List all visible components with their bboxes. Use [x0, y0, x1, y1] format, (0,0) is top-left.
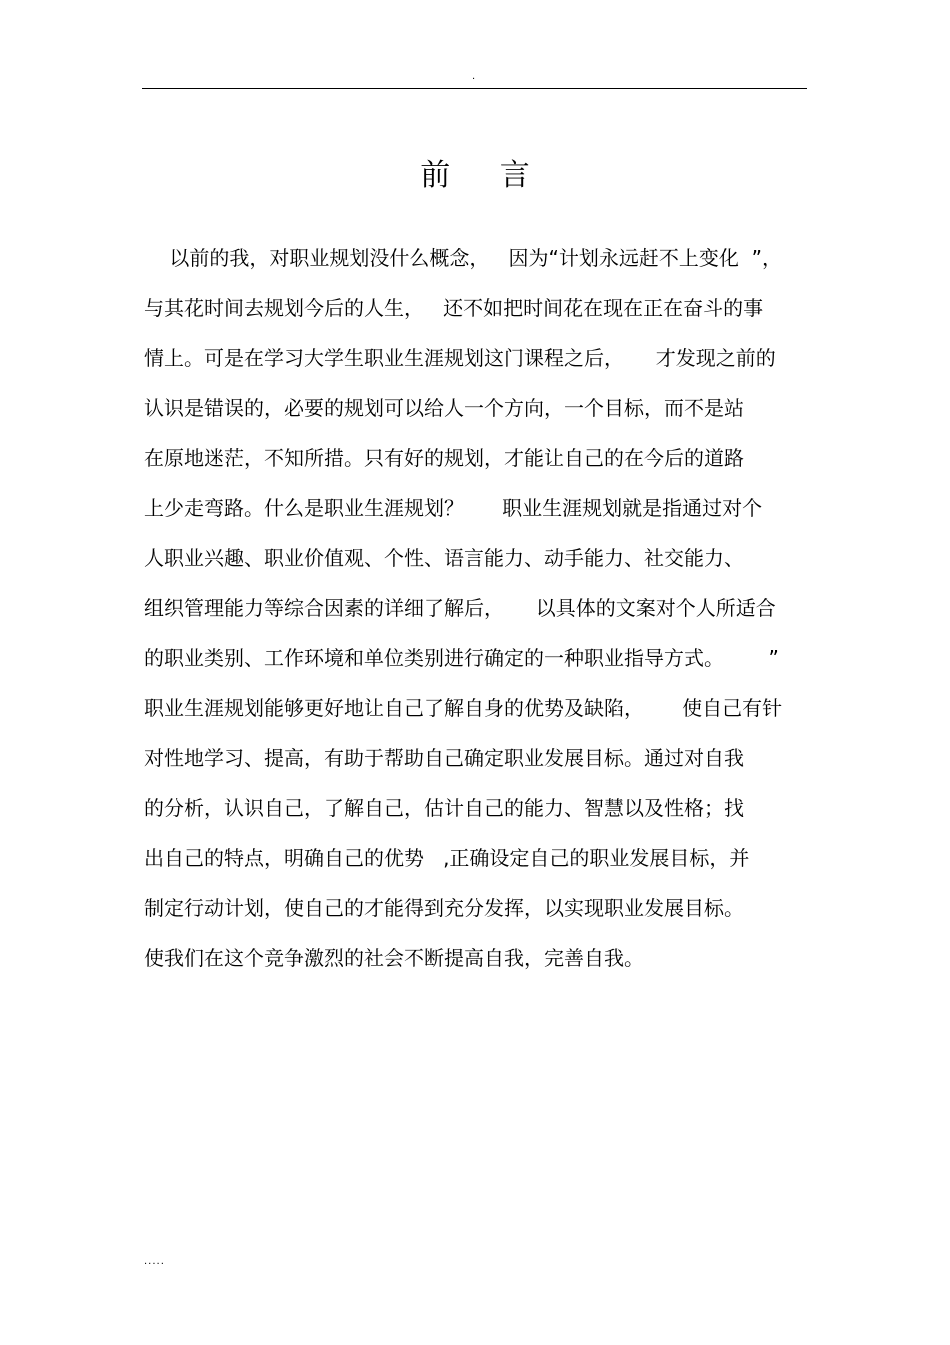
body-line: 使我们在这个竞争激烈的社会不断提高自我，完善自我。 [144, 946, 644, 970]
body-line: 出自己的特点，明确自己的优势 ,正确设定自己的职业发展目标，并 [144, 846, 750, 870]
body-line: 上少走弯路。什么是职业生涯规划？ 职业生涯规划就是指通过对个 [144, 496, 763, 520]
header-mark: . [472, 71, 476, 82]
body-line: 的分析，认识自己，了解自己，估计自己的能力、智慧以及性格；找 [144, 796, 744, 820]
body-line: 的职业类别、工作环境和单位类别进行确定的一种职业指导方式。 ” [144, 646, 779, 670]
header-rule [142, 88, 807, 89]
page-title: 前 言 [420, 158, 550, 193]
footer-mark: ..... [144, 1256, 165, 1267]
body-line: 组织管理能力等综合因素的详细了解后， 以具体的文案对个人所适合 [144, 596, 776, 620]
body-line: 制定行动计划，使自己的才能得到充分发挥，以实现职业发展目标。 [144, 896, 744, 920]
body-text [144, 233, 824, 983]
body-line: 人职业兴趣、职业价值观、个性、语言能力、动手能力、社交能力、 [144, 546, 744, 570]
body-line: 职业生涯规划能够更好地让自己了解自身的优势及缺陷， 使自己有针 [144, 696, 783, 720]
body-line: 与其花时间去规划今后的人生， 还不如把时间花在现在正在奋斗的事 [144, 296, 764, 320]
body-line: 认识是错误的，必要的规划可以给人一个方向，一个目标，而不是站 [144, 396, 744, 420]
body-line: 对性地学习、提高，有助于帮助自己确定职业发展目标。通过对自我 [144, 746, 744, 770]
body-line: 在原地迷茫，不知所措。只有好的规划，才能让自己的在今后的道路 [144, 446, 744, 470]
body-line: 情上。可是在学习大学生职业生涯规划这门课程之后， 才发现之前的 [144, 346, 776, 370]
body-line: 以前的我，对职业规划没什么概念， 因为“计划永远赶不上变化 ”， [144, 246, 782, 270]
